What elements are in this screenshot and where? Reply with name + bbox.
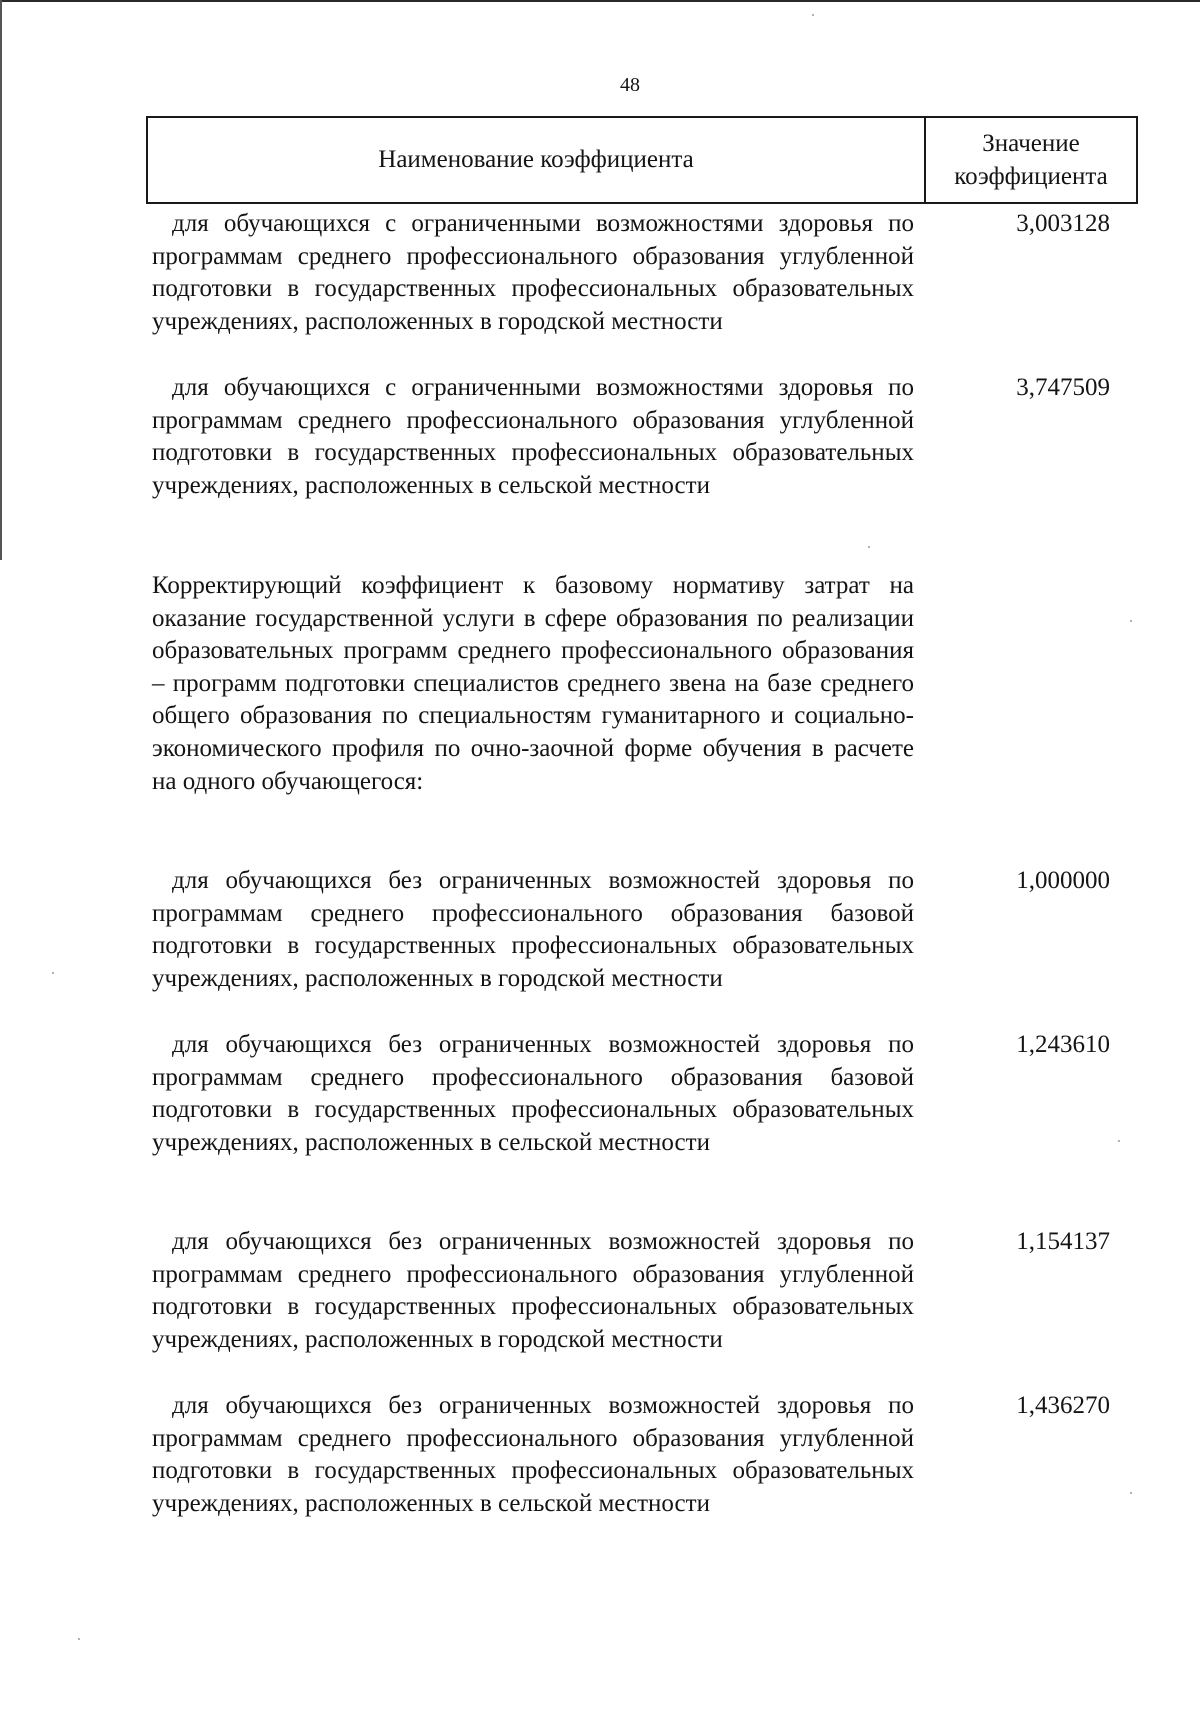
coefficient-row-value: 3,003128 [1016,210,1110,237]
coefficient-row-text: для обучающихся с ограниченными возможностями здоровья по программам среднего профессионального образования углубленной подготовки в государственных профессиональных образовательных учреждениях, расположенных в городской местности [152,210,914,335]
coefficient-row-value: 1,436270 [1016,1392,1110,1419]
coefficient-row-text: для обучающихся без ограниченных возможностей здоровья по программам среднего профессионального образования углубленной подготовки в государственных профессиональных образовательных учреждениях, расположенных в сельской местности [152,1392,914,1517]
column-header-name: Наименование коэффициента [378,146,694,173]
scan-speck [1118,1140,1120,1142]
scan-speck [52,972,54,974]
coefficient-row-text: для обучающихся без ограниченных возможностей здоровья по программам среднего профессионального образования углубленной подготовки в государственных профессиональных образовательных учреждениях, расположенных в городской местности [152,1228,914,1353]
section-heading: Корректирующий коэффициент к базовому нормативу затрат на оказание государственной услуги в сфере образования по реализации образовательных программ среднего профессионального образования – программ подготовки специалистов среднего звена на базе среднего общего образования по специальностям гуманитарного и социально-экономического профиля по очно-заочной форме обучения в расчете на одного обучающегося: [152,572,914,795]
column-header-value: Значение коэффициента [954,130,1108,190]
coefficient-row-value: 1,243610 [1016,1031,1110,1058]
coefficient-row-text: для обучающихся с ограниченными возможностями здоровья по программам среднего профессионального образования углубленной подготовки в государственных профессиональных образовательных учреждениях, расположенных в сельской местности [152,374,914,499]
coefficient-row-value: 1,154137 [1016,1228,1110,1255]
coefficient-row-text: для обучающихся без ограниченных возможностей здоровья по программам среднего профессионального образования базовой подготовки в государственных профессиональных образовательных учреждениях, расположенных в сельской местности [152,1031,914,1156]
coefficient-row-value: 3,747509 [1016,374,1110,401]
scan-speck [1130,620,1132,622]
scan-speck [868,546,870,548]
table-header [146,116,1138,204]
scan-speck [812,14,814,16]
coefficient-row-value: 1,000000 [1016,867,1110,894]
scan-speck [78,1638,80,1640]
scan-left-edge [0,0,2,560]
coefficient-row-text: для обучающихся без ограниченных возможностей здоровья по программам среднего профессионального образования базовой подготовки в государственных профессиональных образовательных учреждениях, расположенных в городской местности [152,867,914,992]
page-number: 48 [620,74,640,96]
scan-top-edge [0,0,1200,2]
scan-speck [1130,1492,1132,1494]
